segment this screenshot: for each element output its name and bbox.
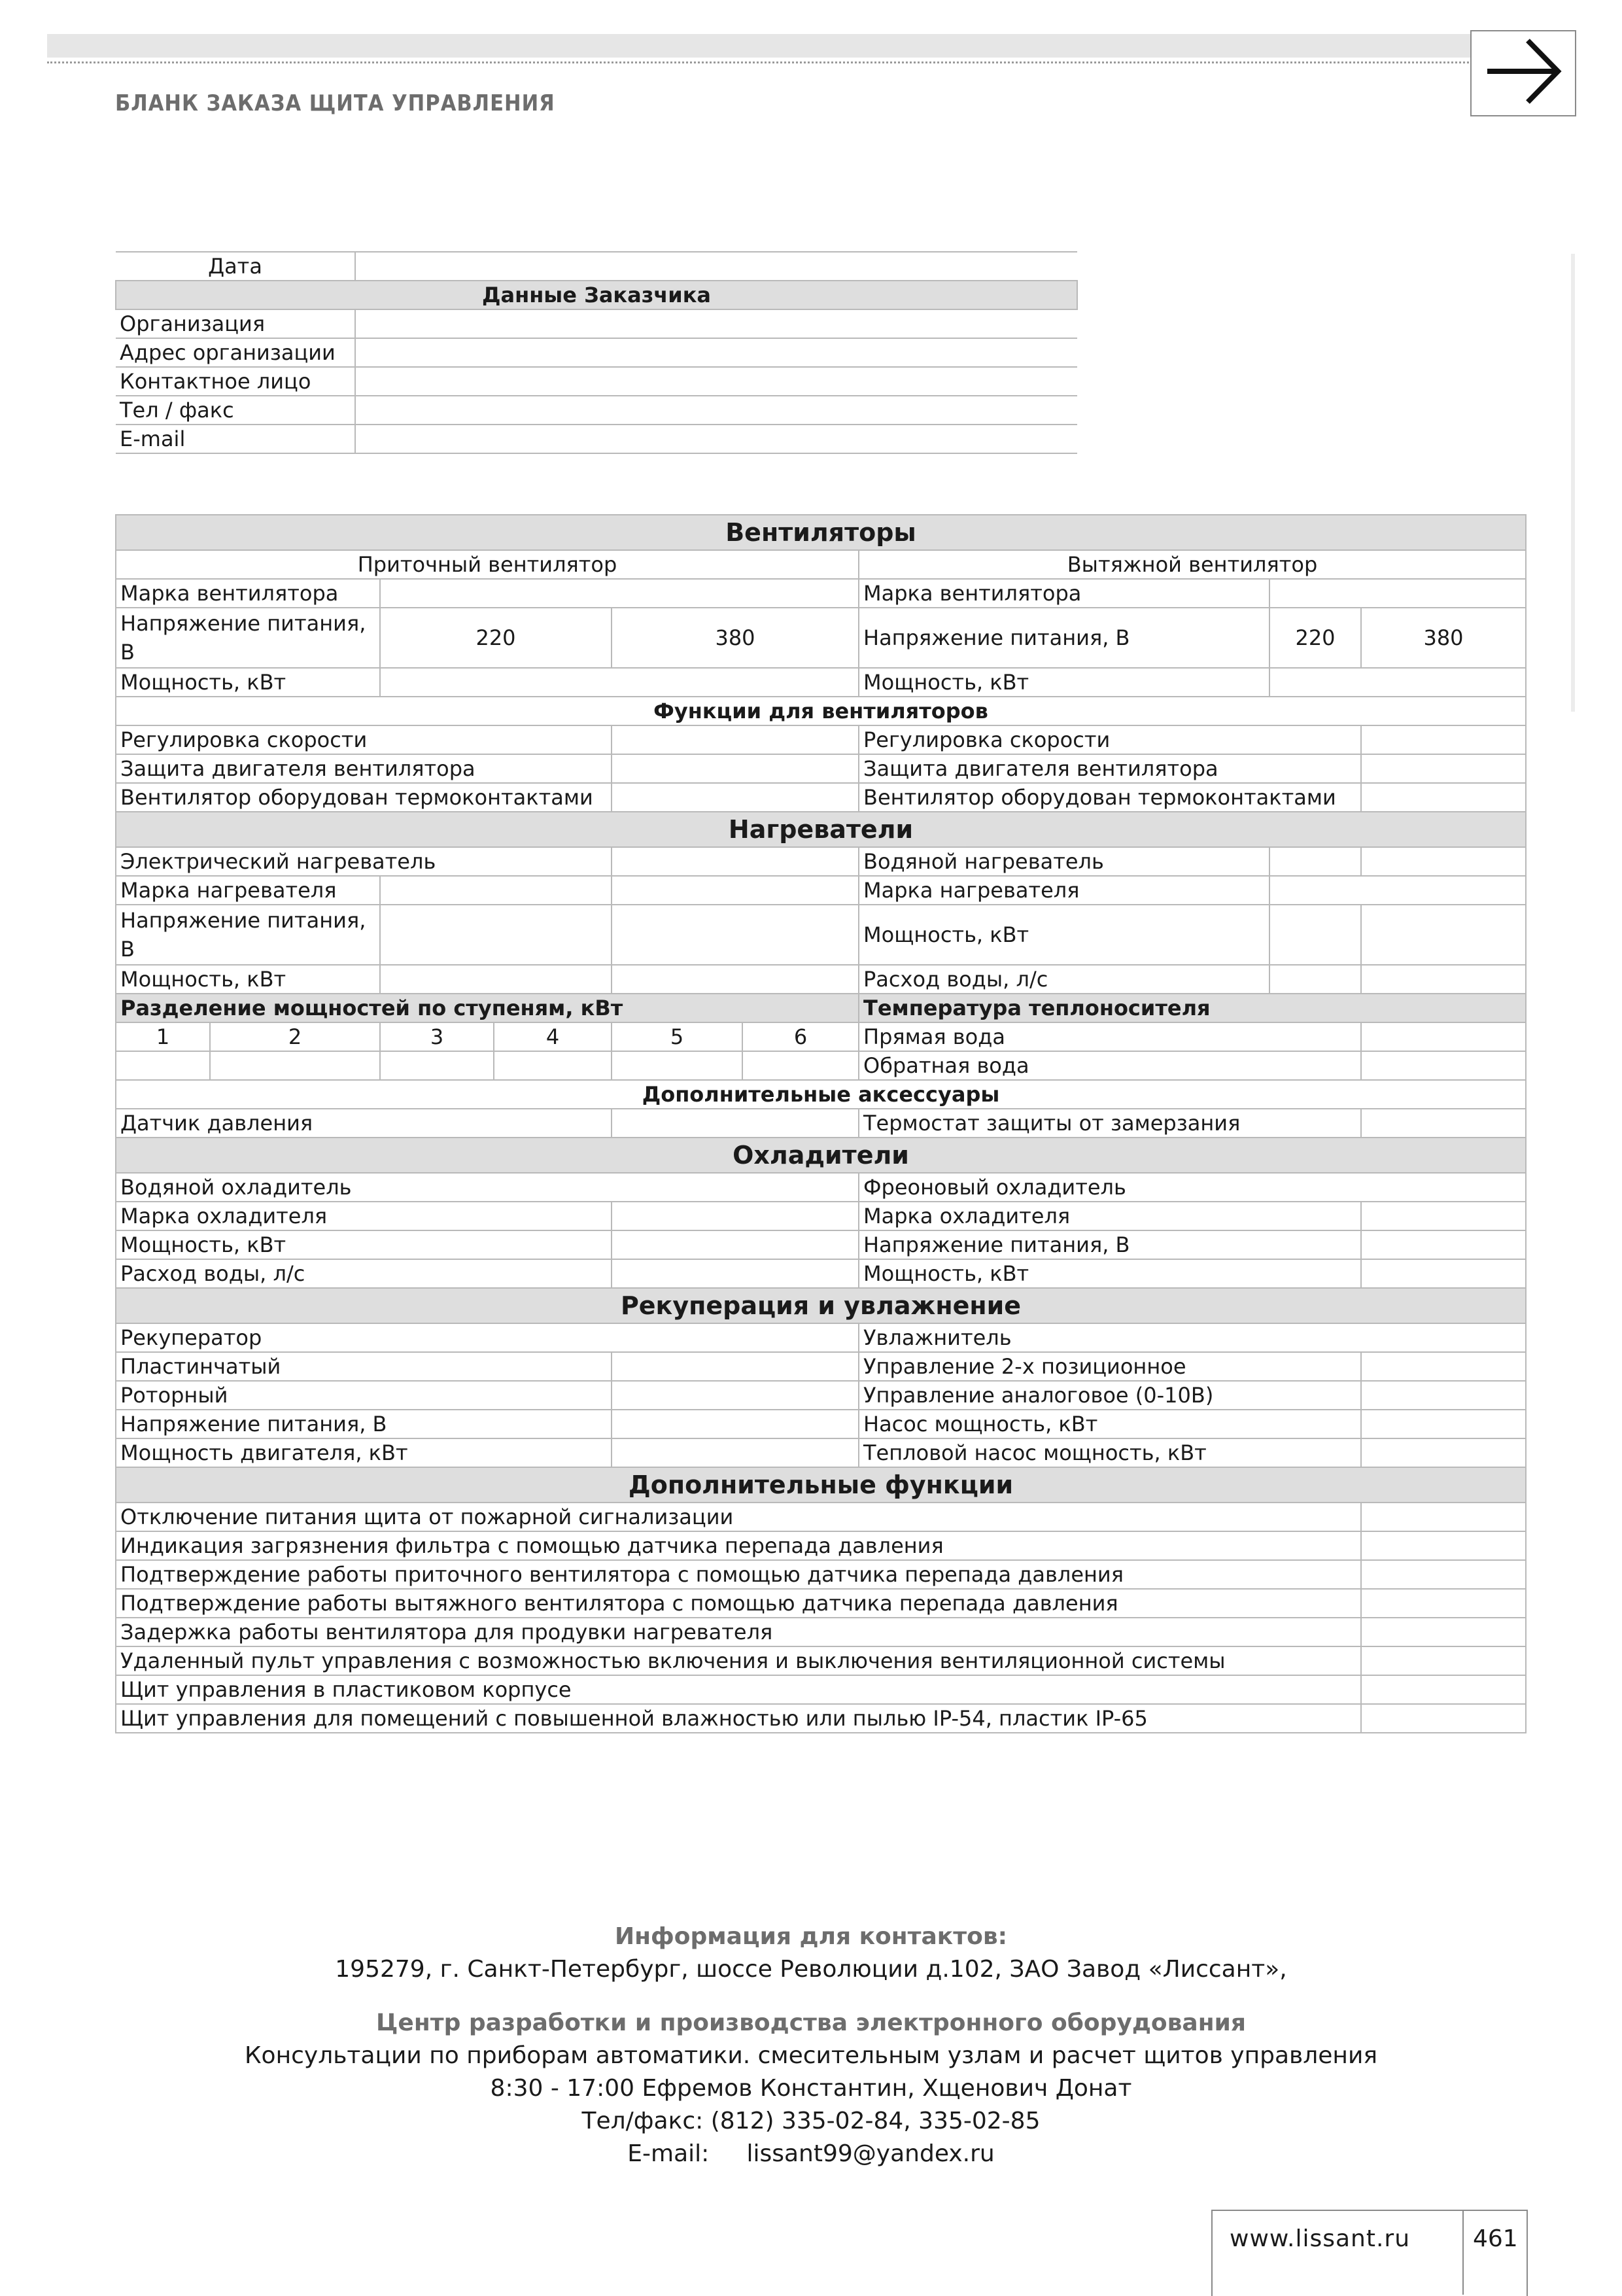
extra-function-field[interactable] [1361,1531,1526,1560]
pump-power-field[interactable] [1361,1410,1526,1438]
address-field[interactable] [355,338,1077,367]
exhaust-fan-header: Вытяжной вентилятор [859,550,1526,579]
extra-function-row [116,1531,1526,1560]
stage-number: 3 [380,1022,494,1051]
heater-brand-label: Марка нагревателя [116,876,380,905]
order-form-table [115,514,1527,1733]
extra-function-row [116,1646,1526,1675]
fan-voltage-label: Напряжение питания, В [859,608,1269,668]
fan-function-label: Защита двигателя вентилятора [859,754,1361,783]
cooler-water-flow-label: Расход воды, л/с [116,1259,612,1288]
stage-2-field[interactable] [210,1051,380,1080]
extra-function-label: Отключение питания щита от пожарной сигнализации [116,1503,1361,1531]
customer-field-label: Организация [116,309,355,338]
top-bar [47,34,1575,58]
extra-function-row [116,1560,1526,1589]
supply-voltage-380-option[interactable]: 380 [612,608,859,668]
freon-cooler-power-field[interactable] [1361,1259,1526,1288]
stage-number: 4 [494,1022,612,1051]
supply-thermocontacts-field[interactable] [612,783,859,812]
exhaust-motor-protection-field[interactable] [1361,754,1526,783]
water-cooler-label: Водяной охладитель [116,1173,859,1202]
supply-voltage-220-option[interactable]: 220 [380,608,612,668]
cooler-power-label: Мощность, кВт [859,1259,1361,1288]
analog-control-field[interactable] [1361,1381,1526,1410]
footer-website-link[interactable]: www.lissant.ru [1230,2225,1411,2252]
center-consultations: Консультации по приборам автоматики. смесительным узлам и расчет щитов управления [244,2042,1377,2069]
humidifier-option-label: Насос мощность, кВт [859,1410,1361,1438]
water-flow-field[interactable] [1269,965,1361,994]
heater-brand-label: Марка нагревателя [859,876,1269,905]
email-field[interactable] [355,425,1077,453]
exhaust-fan-power-field[interactable] [1269,668,1526,697]
phone-field[interactable] [355,396,1077,425]
center-block [0,2007,1622,2170]
customer-row [116,425,1077,453]
plate-recuperator-field[interactable] [612,1352,859,1381]
extra-function-label: Задержка работы вентилятора для продувки нагревателя [116,1618,1361,1646]
humidifier-option-label: Управление 2-х позиционное [859,1352,1361,1381]
coolant-temperature-title: Температура теплоносителя [859,994,1526,1022]
stage-4-field[interactable] [494,1051,612,1080]
supply-speed-control-field[interactable] [612,725,859,754]
water-heater-label: Водяной нагреватель [859,847,1269,876]
fan-brand-label: Марка вентилятора [116,579,380,608]
heat-pump-power-field[interactable] [1361,1438,1526,1467]
extra-section-title: Дополнительные функции [116,1467,1526,1503]
stage-5-field[interactable] [612,1051,742,1080]
electric-heater-power-field-2[interactable] [612,965,859,994]
recovery-option-label: Напряжение питания, В [116,1410,612,1438]
recovery-section-title: Рекуперация и увлажнение [116,1288,1526,1323]
footer-divider [1462,2210,1464,2295]
center-title: Центр разработки и производства электронного оборудования [376,2009,1246,2036]
exhaust-voltage-380-option[interactable]: 380 [1361,608,1526,668]
humidifier-label: Увлажнитель [859,1323,1526,1352]
exhaust-thermocontacts-field[interactable] [1361,783,1526,812]
water-heater-field[interactable] [1269,847,1361,876]
cooler-power-label: Мощность, кВт [116,1230,612,1259]
extra-function-row [116,1503,1526,1531]
pressure-sensor-label: Датчик давления [116,1109,612,1138]
fans-section-title: Вентиляторы [116,515,1526,550]
heater-power-label: Мощность, кВт [859,905,1269,965]
extra-function-label: Подтверждение работы вытяжного вентилятора с помощью датчика перепада давления [116,1589,1361,1618]
customer-field-label: Тел / факс [116,396,355,425]
stage-number: 6 [742,1022,859,1051]
extra-function-field[interactable] [1361,1560,1526,1589]
customer-field-label: E-mail [116,425,355,453]
exhaust-fan-brand-field[interactable] [1269,579,1526,608]
electric-heater-brand-field-2[interactable] [612,876,859,905]
recuperator-label: Рекуператор [116,1323,859,1352]
date-row [116,252,1077,281]
customer-row [116,396,1077,425]
electric-heater-brand-field[interactable] [380,876,612,905]
contact-person-field[interactable] [355,367,1077,396]
supply-water-label: Прямая вода [859,1022,1361,1051]
water-heater-brand-field[interactable] [1269,876,1526,905]
recovery-option-label: Пластинчатый [116,1352,612,1381]
stage-number: 2 [210,1022,380,1051]
stage-1-field[interactable] [116,1051,210,1080]
supply-motor-protection-field[interactable] [612,754,859,783]
water-cooler-brand-field[interactable] [612,1202,859,1230]
footer-box [1211,2210,1528,2296]
fan-function-label: Регулировка скорости [859,725,1361,754]
extra-function-label: Щит управления в пластиковом корпусе [116,1675,1361,1704]
arrow-right-icon [1485,35,1563,107]
water-cooler-flow-field[interactable] [612,1259,859,1288]
center-email[interactable]: E-mail: lissant99@yandex.ru [627,2140,995,2167]
fan-function-label: Вентилятор оборудован термоконтактами [859,783,1361,812]
extra-function-row [116,1704,1526,1733]
center-hours: 8:30 - 17:00 Ефремов Константин, Хщенович Донат [490,2075,1132,2102]
contacts-title: Информация для контактов: [615,1923,1007,1950]
pressure-sensor-field[interactable] [612,1109,859,1138]
fan-brand-label: Марка вентилятора [859,579,1269,608]
extra-function-field[interactable] [1361,1675,1526,1704]
electric-heater-label: Электрический нагреватель [116,847,612,876]
heater-power-label: Мощность, кВт [116,965,380,994]
frost-thermostat-label: Термостат защиты от замерзания [859,1109,1361,1138]
stage-number: 5 [612,1022,742,1051]
customer-table [115,251,1078,454]
contacts-address: 195279, г. Санкт-Петербург, шоссе Революции д.102, ЗАО Завод «Лиссант», [335,1956,1287,1983]
supply-fan-header: Приточный вентилятор [116,550,859,579]
fan-power-label: Мощность, кВт [116,668,380,697]
accessories-title: Дополнительные аксессуары [116,1080,1526,1109]
water-flow-label: Расход воды, л/с [859,965,1269,994]
top-dotted-rule [47,61,1575,63]
fan-power-label: Мощность, кВт [859,668,1269,697]
fan-voltage-label: Напряжение питания, В [116,608,380,668]
extra-function-label: Удаленный пульт управления с возможностью включения и выключения вентиляционной системы [116,1646,1361,1675]
cooler-voltage-label: Напряжение питания, В [859,1230,1361,1259]
freon-cooler-voltage-field[interactable] [1361,1230,1526,1259]
extra-function-field[interactable] [1361,1704,1526,1733]
water-flow-field-2[interactable] [1361,965,1526,994]
recuperator-motor-power-field[interactable] [612,1438,859,1467]
extra-function-row [116,1675,1526,1704]
center-phone: Тел/факс: (812) 335-02-84, 335-02-85 [581,2108,1041,2134]
power-stages-title: Разделение мощностей по ступеням, кВт [116,994,859,1022]
customer-section-title: Данные Заказчика [116,281,1077,309]
customer-field-label: Контактное лицо [116,367,355,396]
return-water-field[interactable] [1361,1051,1526,1080]
extra-function-field[interactable] [1361,1646,1526,1675]
page-number: 461 [1473,2225,1518,2252]
customer-row [116,309,1077,338]
extra-function-field[interactable] [1361,1589,1526,1618]
humidifier-option-label: Тепловой насос мощность, кВт [859,1438,1361,1467]
customer-field-label: Адрес организации [116,338,355,367]
extra-function-field[interactable] [1361,1503,1526,1531]
heater-voltage-label: Напряжение питания, В [116,905,380,965]
freon-cooler-label: Фреоновый охладитель [859,1173,1526,1202]
recuperator-voltage-field[interactable] [612,1410,859,1438]
stage-6-field[interactable] [742,1051,859,1080]
supply-fan-brand-field[interactable] [380,579,859,608]
water-cooler-power-field[interactable] [612,1230,859,1259]
cooler-brand-label: Марка охладителя [116,1202,612,1230]
contacts-block [0,1921,1622,1986]
two-position-control-field[interactable] [1361,1352,1526,1381]
customer-row [116,367,1077,396]
extra-function-label: Подтверждение работы приточного вентилятора с помощью датчика перепада давления [116,1560,1361,1589]
extra-function-row [116,1618,1526,1646]
fan-functions-title: Функции для вентиляторов [116,697,1526,725]
fan-function-label: Вентилятор оборудован термоконтактами [116,783,612,812]
cooler-brand-label: Марка охладителя [859,1202,1361,1230]
exhaust-speed-control-field[interactable] [1361,725,1526,754]
heaters-section-title: Нагреватели [116,812,1526,847]
recovery-option-label: Роторный [116,1381,612,1410]
side-rule [1571,254,1575,712]
fan-function-label: Защита двигателя вентилятора [116,754,612,783]
stage-number: 1 [116,1022,210,1051]
next-page-button[interactable] [1470,30,1576,116]
supply-fan-power-field[interactable] [380,668,859,697]
frost-thermostat-field[interactable] [1361,1109,1526,1138]
recovery-option-label: Мощность двигателя, кВт [116,1438,612,1467]
extra-function-label: Щит управления для помещений с повышенной влажностью или пылью IP-54, пластик IP-65 [116,1704,1361,1733]
exhaust-voltage-220-option[interactable]: 220 [1269,608,1361,668]
customer-row [116,338,1077,367]
freon-cooler-brand-field[interactable] [1361,1202,1526,1230]
return-water-label: Обратная вода [859,1051,1361,1080]
humidifier-option-label: Управление аналоговое (0-10В) [859,1381,1361,1410]
water-heater-extra-field[interactable] [1361,847,1526,876]
date-label: Дата [116,252,355,281]
coolers-section-title: Охладители [116,1138,1526,1173]
rotary-recuperator-field[interactable] [612,1381,859,1410]
fan-function-label: Регулировка скорости [116,725,612,754]
electric-heater-voltage-field[interactable] [380,905,612,965]
extra-function-label: Индикация загрязнения фильтра с помощью датчика перепада давления [116,1531,1361,1560]
electric-heater-field[interactable] [612,847,859,876]
extra-function-row [116,1589,1526,1618]
water-heater-power-field-2[interactable] [1361,905,1526,965]
organization-field[interactable] [355,309,1077,338]
page-title: БЛАНК ЗАКАЗА ЩИТА УПРАВЛЕНИЯ [115,90,555,116]
water-heater-power-field[interactable] [1269,905,1361,965]
date-field[interactable] [355,252,1077,281]
electric-heater-power-field[interactable] [380,965,612,994]
supply-water-field[interactable] [1361,1022,1526,1051]
stage-3-field[interactable] [380,1051,494,1080]
extra-function-field[interactable] [1361,1618,1526,1646]
electric-heater-voltage-field-2[interactable] [612,905,859,965]
